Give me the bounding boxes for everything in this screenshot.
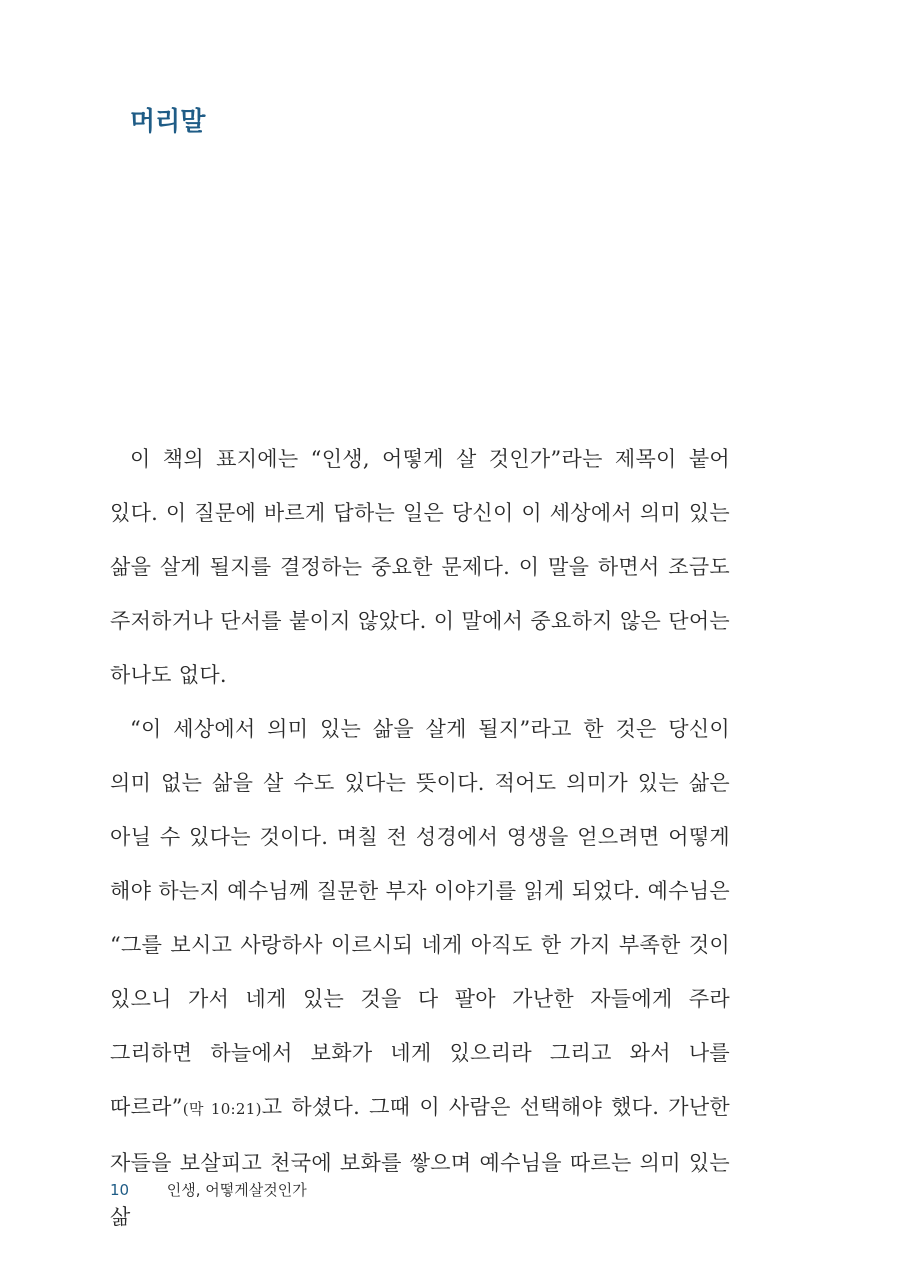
chapter-title: 머리말 — [130, 107, 206, 137]
paragraph-2-text: “이 세상에서 의미 있는 삶을 살게 될지”라고 한 것은 당신이 의미 없는 삶을 살 수도 있다는 뜻이다. 적어도 의미가 있는 삶은 아닐 수 있다는 것이다. 며칠 전 성경에서 영생을 얻으려면 어떻게 해야 하는지 예수님께 질문한 부자 이야기를 읽게 되었다. 예수님은 “그를 보시고 사랑하사 이르시되 네게 아직도 한 가지 부족한 것이 있으니 가서 네게 있는 것을 다 팔아 가난한 자들에게 주라 그리하면 하늘에서 보화가 네게 있으리라 그리고 와서 나를 따르라” — [110, 717, 730, 1119]
paragraph-2 — [110, 702, 730, 1244]
bible-citation: (막 10:21) — [182, 1100, 262, 1118]
page-number: 10 — [110, 1181, 130, 1199]
paragraph-1: 이 책의 표지에는 “인생, 어떻게 살 것인가”라는 제목이 붙어 있다. 이 질문에 바르게 답하는 일은 당신이 이 세상에서 의미 있는 삶을 살게 될지를 결정하는 중요한 문제다. 이 말을 하면서 조금도 주저하거나 단서를 붙이지 않았다. 이 말에서 중요하지 않은 단어는 하나도 없다. — [110, 447, 730, 687]
page-footer — [110, 1178, 307, 1202]
running-title: 인생, 어떻게살것인가 — [166, 1181, 307, 1199]
body-text — [110, 432, 730, 1244]
paragraph-2-continuation: 고 하셨다. 그때 이 사람은 선택해야 했다. 가난한 자들을 보살피고 천국에 보화를 쌓으며 예수님을 따르는 의미 있는 삶 — [110, 1095, 731, 1229]
